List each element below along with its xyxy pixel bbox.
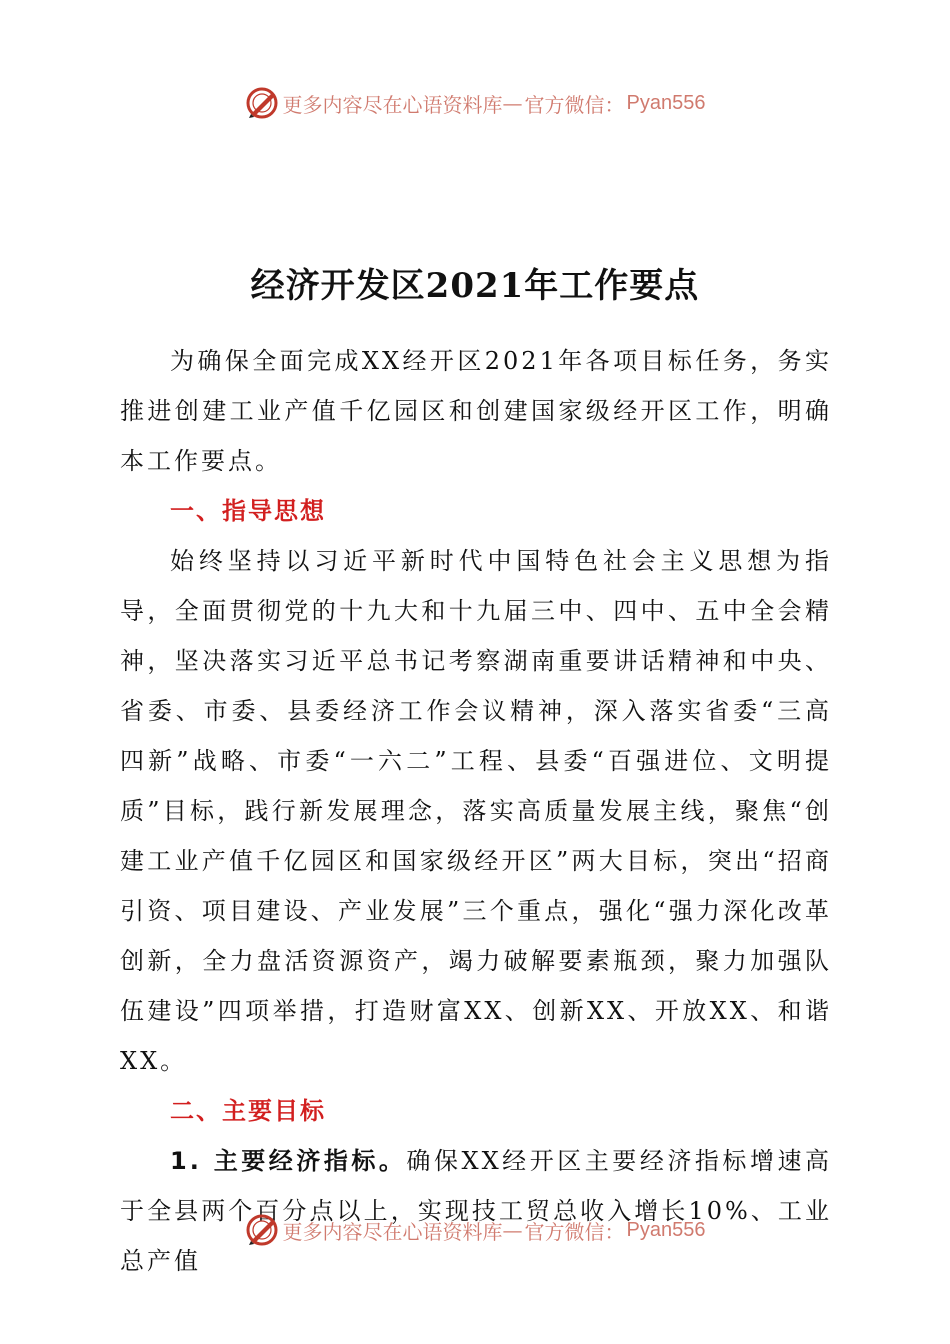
guiding-ideology-paragraph: 始终坚持以习近平新时代中国特色社会主义思想为指导，全面贯彻党的十九大和十九届三中、四中、五中全会精神，坚决落实习近平总书记考察湖南重要讲话精神和中央、省委、市委、县委经济工作会议精神，深入落实省委“三高四新”战略、市委“一六二”工程、县委“百强进位、文明提质”目标，践行新发展理念，落实高质量发展主线，聚焦“创建工业产值千亿园区和国家级经开区”两大目标，突出“招商引资、项目建设、产业发展”三个重点，强化“强力深化改革创新，全力盘活资源资产，竭力破解要素瓶颈，聚力加强队伍建设”四项举措，打造财富XX、创新XX、开放XX、和谐XX。 [120,547,832,1075]
document-body [120,336,832,1286]
watermark-text: 更多内容尽在心语资料库 [282,92,503,117]
item-1-lead: 1. 主要经济指标。 [170,1147,407,1175]
watermark-dash: — [502,1218,523,1242]
item-1-text: 确保XX经开区主要经济指标增速高于全县两个百分点以上，实现技工贸总收入增长10%、工业总产值 [120,1147,833,1275]
watermark-footer [0,1205,950,1255]
watermark-wechat-label: 官方微信： [524,1219,625,1244]
intro-paragraph: 为确保全面完成XX经开区2021年各项目标任务，务实推进创建工业产值千亿园区和创建国家级经开区工作，明确本工作要点。 [120,347,832,475]
watermark-wechat-label: 官方微信： [524,92,625,117]
section-heading-guiding-ideology: 一、指导思想 [170,497,326,525]
document-title: 经济开发区2021年工作要点 [250,266,700,306]
watermark-dash: — [502,91,523,115]
watermark-id: Pyan556 [626,1218,706,1241]
watermark-header [0,78,950,128]
watermark-text: 更多内容尽在心语资料库 [282,1219,503,1244]
pen-logo-icon [245,86,279,120]
watermark-id: Pyan556 [626,91,706,114]
pen-logo-icon [245,1213,279,1247]
section-heading-main-goals: 二、主要目标 [170,1097,326,1125]
